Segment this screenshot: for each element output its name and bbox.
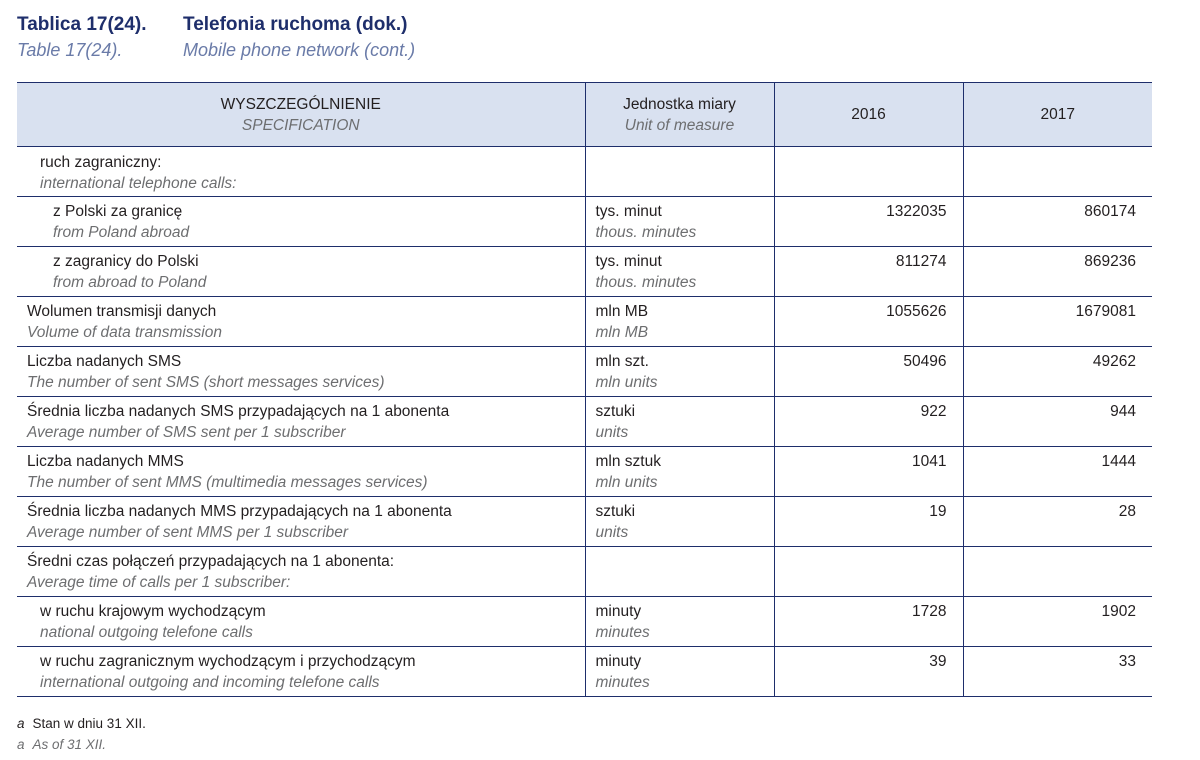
row-unit-en: thous. minutes — [595, 274, 697, 291]
row-label-pl: w ruchu krajowym wychodzącym — [40, 603, 266, 620]
table-row — [17, 597, 1152, 647]
table-row — [17, 447, 1152, 497]
column-header-spec-pl: WYSZCZEGÓLNIENIE — [220, 95, 381, 113]
row-label-pl: Liczba nadanych SMS — [27, 353, 182, 370]
row-label — [17, 447, 585, 497]
row-label — [17, 247, 585, 297]
value-2017 — [963, 547, 1152, 597]
row-unit-en: mln MB — [595, 324, 649, 341]
row-unit — [585, 297, 774, 347]
value-2016: 1322035 — [774, 197, 963, 247]
value-2016 — [774, 147, 963, 197]
value-2017: 1902 — [963, 597, 1152, 647]
row-unit — [585, 197, 774, 247]
value-2017: 1444 — [963, 447, 1152, 497]
row-label — [17, 597, 585, 647]
row-label-pl: ruch zagraniczny: — [40, 154, 162, 171]
row-unit-en: minutes — [595, 674, 650, 691]
footnote-text-pl: Stan w dniu 31 XII. — [32, 716, 146, 731]
row-unit-en: minutes — [595, 624, 650, 641]
value-2016: 1041 — [774, 447, 963, 497]
row-label — [17, 147, 585, 197]
column-header-unit-en: Unit of measure — [624, 116, 735, 134]
value-2016: 811274 — [774, 247, 963, 297]
row-label — [17, 197, 585, 247]
value-2016: 1055626 — [774, 297, 963, 347]
value-2016: 39 — [774, 647, 963, 697]
row-unit-pl: tys. minut — [595, 253, 662, 270]
row-unit-pl: sztuki — [595, 403, 636, 420]
row-unit-pl: mln MB — [595, 303, 649, 320]
row-unit-en: mln units — [595, 474, 658, 491]
row-label-en: Average number of sent MMS per 1 subscriber — [27, 524, 349, 541]
footnote-mark: a — [17, 716, 25, 731]
table-row — [17, 247, 1152, 297]
row-unit — [585, 247, 774, 297]
row-unit-en: units — [595, 524, 629, 541]
row-label-en: Average number of SMS sent per 1 subscriber — [27, 424, 346, 441]
row-label-en: The number of sent SMS (short messages services) — [27, 374, 385, 391]
row-unit — [585, 447, 774, 497]
row-unit-en: thous. minutes — [595, 224, 697, 241]
row-unit — [585, 547, 774, 597]
row-label-en: Volume of data transmission — [27, 324, 222, 341]
row-label — [17, 497, 585, 547]
row-label-pl: z zagranicy do Polski — [53, 253, 199, 270]
value-2016: 1728 — [774, 597, 963, 647]
column-header-2017: 2017 — [963, 83, 1152, 147]
footnote-mark: a — [17, 737, 25, 752]
table-row — [17, 147, 1152, 197]
row-label-pl: Średni czas połączeń przypadających na 1 abonenta: — [27, 553, 395, 570]
row-unit — [585, 397, 774, 447]
column-header-unit-pl: Jednostka miary — [623, 95, 736, 113]
row-label-en: from abroad to Poland — [53, 274, 207, 291]
row-unit-pl: minuty — [595, 653, 642, 670]
row-unit — [585, 647, 774, 697]
row-unit — [585, 597, 774, 647]
table-number-en: Table 17(24). — [17, 40, 123, 60]
footnote-text-en: As of 31 XII. — [32, 737, 107, 752]
table-number-pl: Tablica 17(24). — [17, 14, 147, 35]
table-row — [17, 647, 1152, 697]
value-2017: 944 — [963, 397, 1152, 447]
row-unit-pl: minuty — [595, 603, 642, 620]
value-2017: 49262 — [963, 347, 1152, 397]
row-unit — [585, 347, 774, 397]
column-header-2016: 2016 — [774, 83, 963, 147]
value-2017: 869236 — [963, 247, 1152, 297]
value-2016 — [774, 547, 963, 597]
title-row-pl — [17, 14, 1177, 40]
column-header-unit — [585, 83, 774, 147]
table-title-en: Mobile phone network (cont.) — [183, 40, 416, 60]
table-title-pl: Telefonia ruchoma (dok.) — [183, 14, 408, 35]
column-header-specification — [17, 83, 585, 147]
row-label-pl: Liczba nadanych MMS — [27, 453, 184, 470]
footnote-en — [17, 734, 146, 755]
row-label-en: The number of sent MMS (multimedia messages services) — [27, 474, 428, 491]
value-2016: 50496 — [774, 347, 963, 397]
value-2017: 1679081 — [963, 297, 1152, 347]
row-label-en: international telephone calls: — [40, 175, 237, 192]
row-label — [17, 347, 585, 397]
row-unit-en: units — [595, 424, 629, 441]
table-row — [17, 297, 1152, 347]
row-label — [17, 547, 585, 597]
row-label — [17, 647, 585, 697]
table-row — [17, 397, 1152, 447]
column-header-row — [17, 83, 1152, 147]
row-label-pl: w ruchu zagranicznym wychodzącym i przychodzącym — [40, 653, 416, 670]
value-2017: 33 — [963, 647, 1152, 697]
row-label-pl: Średnia liczba nadanych SMS przypadających na 1 abonenta — [27, 403, 450, 420]
row-unit-pl: mln sztuk — [595, 453, 661, 470]
footnote-pl — [17, 713, 146, 734]
footnotes — [17, 713, 146, 755]
row-label-pl: Średnia liczba nadanych MMS przypadających na 1 abonenta — [27, 503, 452, 520]
row-label — [17, 397, 585, 447]
value-2017: 28 — [963, 497, 1152, 547]
row-label-en: from Poland abroad — [53, 224, 190, 241]
statistics-table — [17, 82, 1152, 697]
row-unit-pl: mln szt. — [595, 353, 649, 370]
row-label — [17, 297, 585, 347]
title-row-en — [17, 40, 1177, 66]
table-row — [17, 497, 1152, 547]
row-unit-pl: sztuki — [595, 503, 636, 520]
value-2016: 19 — [774, 497, 963, 547]
table-row — [17, 347, 1152, 397]
row-label-pl: Wolumen transmisji danych — [27, 303, 217, 320]
row-unit — [585, 497, 774, 547]
value-2016: 922 — [774, 397, 963, 447]
row-label-en: Average time of calls per 1 subscriber: — [27, 574, 291, 591]
row-label-en: national outgoing telefone calls — [40, 624, 253, 641]
row-unit-pl: tys. minut — [595, 203, 662, 220]
row-unit — [585, 147, 774, 197]
table-header — [17, 14, 1177, 66]
row-label-pl: z Polski za granicę — [53, 203, 183, 220]
column-header-spec-en: SPECIFICATION — [241, 116, 360, 134]
value-2017: 860174 — [963, 197, 1152, 247]
table-row — [17, 197, 1152, 247]
value-2017 — [963, 147, 1152, 197]
row-unit-en: mln units — [595, 374, 658, 391]
row-label-en: international outgoing and incoming telefone calls — [40, 674, 380, 691]
table-row — [17, 547, 1152, 597]
